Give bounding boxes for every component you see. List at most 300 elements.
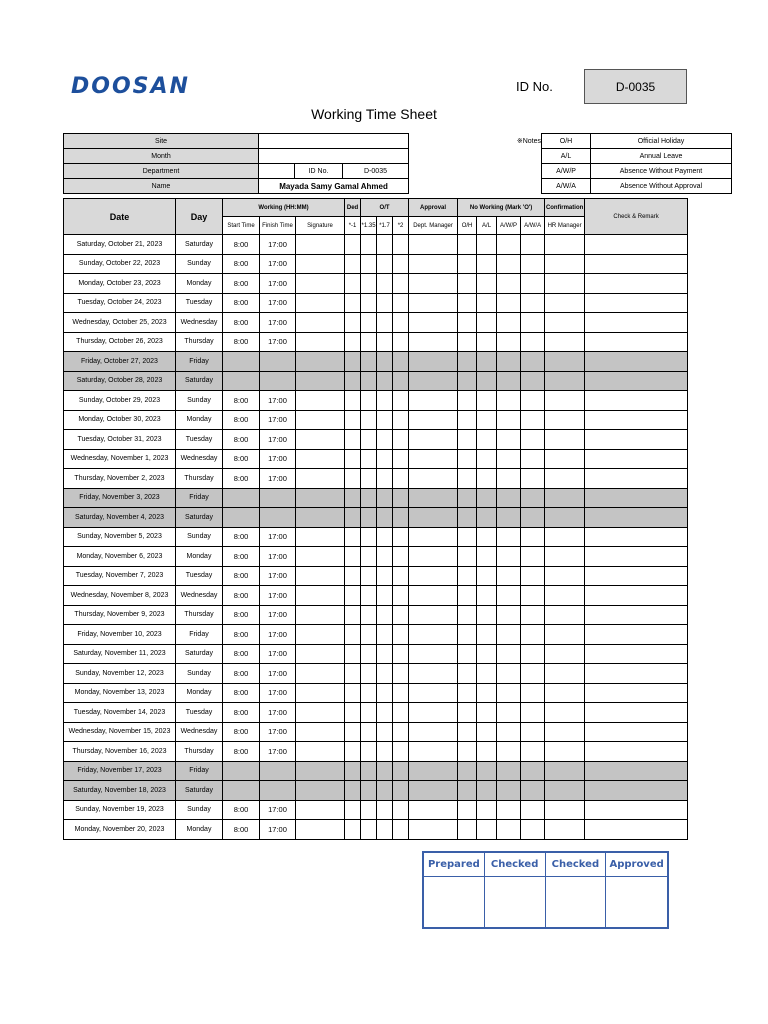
ot-17-cell[interactable] [377,664,393,684]
signature-cell[interactable] [296,293,345,313]
finish-time-cell[interactable]: 17:00 [260,703,296,723]
al-mark-cell[interactable] [477,293,497,313]
start-time-cell[interactable] [223,488,260,508]
dept-manager-cell[interactable] [409,644,458,664]
finish-time-cell[interactable]: 17:00 [260,800,296,820]
dept-manager-cell[interactable] [409,722,458,742]
remark-cell[interactable] [585,488,688,508]
ot-135-cell[interactable] [361,644,377,664]
oh-mark-cell[interactable] [458,605,477,625]
signature-cell[interactable] [296,547,345,567]
al-mark-cell[interactable] [477,566,497,586]
al-mark-cell[interactable] [477,644,497,664]
oh-mark-cell[interactable] [458,566,477,586]
ot-135-cell[interactable] [361,527,377,547]
ded-cell[interactable] [345,703,361,723]
ot-2-cell[interactable] [393,761,409,781]
oh-mark-cell[interactable] [458,469,477,489]
finish-time-cell[interactable]: 17:00 [260,430,296,450]
start-time-cell[interactable] [223,508,260,528]
hr-manager-cell[interactable] [545,313,585,333]
awa-mark-cell[interactable] [521,586,545,606]
awp-mark-cell[interactable] [497,488,521,508]
al-mark-cell[interactable] [477,547,497,567]
ot-135-cell[interactable] [361,664,377,684]
awp-mark-cell[interactable] [497,430,521,450]
ot-135-cell[interactable] [361,586,377,606]
dept-manager-cell[interactable] [409,449,458,469]
dept-manager-cell[interactable] [409,527,458,547]
hr-manager-cell[interactable] [545,664,585,684]
signature-cell[interactable] [296,625,345,645]
signature-cell[interactable] [296,683,345,703]
remark-cell[interactable] [585,586,688,606]
awp-mark-cell[interactable] [497,235,521,255]
oh-mark-cell[interactable] [458,742,477,762]
hr-manager-cell[interactable] [545,488,585,508]
al-mark-cell[interactable] [477,371,497,391]
awp-mark-cell[interactable] [497,683,521,703]
al-mark-cell[interactable] [477,469,497,489]
dept-manager-cell[interactable] [409,742,458,762]
oh-mark-cell[interactable] [458,449,477,469]
awp-mark-cell[interactable] [497,586,521,606]
oh-mark-cell[interactable] [458,547,477,567]
start-time-cell[interactable]: 8:00 [223,742,260,762]
ot-17-cell[interactable] [377,391,393,411]
ded-cell[interactable] [345,391,361,411]
remark-cell[interactable] [585,254,688,274]
remark-cell[interactable] [585,527,688,547]
hr-manager-cell[interactable] [545,761,585,781]
dept-manager-cell[interactable] [409,508,458,528]
oh-mark-cell[interactable] [458,722,477,742]
al-mark-cell[interactable] [477,332,497,352]
al-mark-cell[interactable] [477,605,497,625]
awa-mark-cell[interactable] [521,332,545,352]
dept-manager-cell[interactable] [409,781,458,801]
ot-135-cell[interactable] [361,508,377,528]
ot-2-cell[interactable] [393,332,409,352]
remark-cell[interactable] [585,605,688,625]
ded-cell[interactable] [345,508,361,528]
al-mark-cell[interactable] [477,683,497,703]
signature-cell[interactable] [296,527,345,547]
ot-17-cell[interactable] [377,235,393,255]
ot-17-cell[interactable] [377,644,393,664]
al-mark-cell[interactable] [477,313,497,333]
awp-mark-cell[interactable] [497,644,521,664]
awa-mark-cell[interactable] [521,274,545,294]
signature-cell[interactable] [296,430,345,450]
ot-135-cell[interactable] [361,293,377,313]
ded-cell[interactable] [345,430,361,450]
al-mark-cell[interactable] [477,254,497,274]
remark-cell[interactable] [585,683,688,703]
ot-17-cell[interactable] [377,254,393,274]
awp-mark-cell[interactable] [497,800,521,820]
ot-2-cell[interactable] [393,469,409,489]
remark-cell[interactable] [585,820,688,840]
oh-mark-cell[interactable] [458,761,477,781]
finish-time-cell[interactable]: 17:00 [260,254,296,274]
dept-manager-cell[interactable] [409,664,458,684]
finish-time-cell[interactable]: 17:00 [260,410,296,430]
hr-manager-cell[interactable] [545,391,585,411]
start-time-cell[interactable]: 8:00 [223,683,260,703]
awp-mark-cell[interactable] [497,625,521,645]
ot-135-cell[interactable] [361,274,377,294]
ot-135-cell[interactable] [361,235,377,255]
ot-17-cell[interactable] [377,722,393,742]
hr-manager-cell[interactable] [545,605,585,625]
signature-cell[interactable] [296,781,345,801]
oh-mark-cell[interactable] [458,352,477,372]
ot-17-cell[interactable] [377,761,393,781]
al-mark-cell[interactable] [477,625,497,645]
hr-manager-cell[interactable] [545,430,585,450]
dept-manager-cell[interactable] [409,683,458,703]
ot-17-cell[interactable] [377,371,393,391]
ded-cell[interactable] [345,586,361,606]
dept-manager-cell[interactable] [409,371,458,391]
dept-manager-cell[interactable] [409,586,458,606]
al-mark-cell[interactable] [477,781,497,801]
ot-135-cell[interactable] [361,566,377,586]
ded-cell[interactable] [345,527,361,547]
ded-cell[interactable] [345,235,361,255]
remark-cell[interactable] [585,371,688,391]
ot-135-cell[interactable] [361,800,377,820]
hr-manager-cell[interactable] [545,254,585,274]
ot-17-cell[interactable] [377,547,393,567]
ot-2-cell[interactable] [393,235,409,255]
hr-manager-cell[interactable] [545,352,585,372]
ot-135-cell[interactable] [361,722,377,742]
month-field[interactable] [259,149,409,164]
ot-2-cell[interactable] [393,625,409,645]
awp-mark-cell[interactable] [497,664,521,684]
ot-135-cell[interactable] [361,391,377,411]
hr-manager-cell[interactable] [545,449,585,469]
al-mark-cell[interactable] [477,703,497,723]
oh-mark-cell[interactable] [458,488,477,508]
signature-cell[interactable] [296,391,345,411]
start-time-cell[interactable]: 8:00 [223,430,260,450]
al-mark-cell[interactable] [477,352,497,372]
remark-cell[interactable] [585,332,688,352]
signature-cell[interactable] [296,644,345,664]
finish-time-cell[interactable] [260,781,296,801]
dept-manager-cell[interactable] [409,488,458,508]
ot-17-cell[interactable] [377,488,393,508]
ded-cell[interactable] [345,410,361,430]
awp-mark-cell[interactable] [497,293,521,313]
start-time-cell[interactable]: 8:00 [223,469,260,489]
hr-manager-cell[interactable] [545,703,585,723]
oh-mark-cell[interactable] [458,586,477,606]
oh-mark-cell[interactable] [458,332,477,352]
awa-mark-cell[interactable] [521,449,545,469]
awp-mark-cell[interactable] [497,781,521,801]
signature-cell[interactable] [296,800,345,820]
ot-135-cell[interactable] [361,469,377,489]
ded-cell[interactable] [345,547,361,567]
ot-135-cell[interactable] [361,449,377,469]
finish-time-cell[interactable]: 17:00 [260,547,296,567]
awa-mark-cell[interactable] [521,352,545,372]
start-time-cell[interactable]: 8:00 [223,235,260,255]
remark-cell[interactable] [585,508,688,528]
dept-manager-cell[interactable] [409,332,458,352]
hr-manager-cell[interactable] [545,371,585,391]
ded-cell[interactable] [345,664,361,684]
stamp-checked-box[interactable] [485,877,546,927]
remark-cell[interactable] [585,703,688,723]
ot-2-cell[interactable] [393,527,409,547]
hr-manager-cell[interactable] [545,742,585,762]
dept-manager-cell[interactable] [409,761,458,781]
al-mark-cell[interactable] [477,410,497,430]
ot-17-cell[interactable] [377,449,393,469]
start-time-cell[interactable]: 8:00 [223,703,260,723]
ded-cell[interactable] [345,352,361,372]
start-time-cell[interactable] [223,781,260,801]
signature-cell[interactable] [296,508,345,528]
awa-mark-cell[interactable] [521,410,545,430]
awa-mark-cell[interactable] [521,722,545,742]
signature-cell[interactable] [296,820,345,840]
hr-manager-cell[interactable] [545,508,585,528]
finish-time-cell[interactable]: 17:00 [260,449,296,469]
signature-cell[interactable] [296,313,345,333]
ot-17-cell[interactable] [377,527,393,547]
ot-17-cell[interactable] [377,410,393,430]
ot-17-cell[interactable] [377,800,393,820]
remark-cell[interactable] [585,644,688,664]
ded-cell[interactable] [345,800,361,820]
hr-manager-cell[interactable] [545,820,585,840]
finish-time-cell[interactable]: 17:00 [260,644,296,664]
oh-mark-cell[interactable] [458,293,477,313]
awa-mark-cell[interactable] [521,527,545,547]
oh-mark-cell[interactable] [458,508,477,528]
ot-135-cell[interactable] [361,371,377,391]
awp-mark-cell[interactable] [497,332,521,352]
start-time-cell[interactable]: 8:00 [223,547,260,567]
ot-2-cell[interactable] [393,508,409,528]
start-time-cell[interactable]: 8:00 [223,332,260,352]
finish-time-cell[interactable]: 17:00 [260,586,296,606]
ded-cell[interactable] [345,761,361,781]
hr-manager-cell[interactable] [545,547,585,567]
finish-time-cell[interactable]: 17:00 [260,664,296,684]
hr-manager-cell[interactable] [545,293,585,313]
al-mark-cell[interactable] [477,527,497,547]
oh-mark-cell[interactable] [458,254,477,274]
ot-17-cell[interactable] [377,274,393,294]
start-time-cell[interactable]: 8:00 [223,410,260,430]
awp-mark-cell[interactable] [497,605,521,625]
oh-mark-cell[interactable] [458,800,477,820]
ot-17-cell[interactable] [377,508,393,528]
ded-cell[interactable] [345,332,361,352]
ded-cell[interactable] [345,644,361,664]
dept-manager-cell[interactable] [409,625,458,645]
dept-manager-cell[interactable] [409,313,458,333]
al-mark-cell[interactable] [477,274,497,294]
ot-17-cell[interactable] [377,352,393,372]
remark-cell[interactable] [585,274,688,294]
ot-2-cell[interactable] [393,313,409,333]
al-mark-cell[interactable] [477,488,497,508]
ded-cell[interactable] [345,722,361,742]
signature-cell[interactable] [296,664,345,684]
finish-time-cell[interactable]: 17:00 [260,313,296,333]
ot-135-cell[interactable] [361,820,377,840]
ot-17-cell[interactable] [377,781,393,801]
remark-cell[interactable] [585,742,688,762]
awp-mark-cell[interactable] [497,391,521,411]
remark-cell[interactable] [585,625,688,645]
signature-cell[interactable] [296,332,345,352]
ot-17-cell[interactable] [377,703,393,723]
awp-mark-cell[interactable] [497,742,521,762]
ot-135-cell[interactable] [361,781,377,801]
start-time-cell[interactable]: 8:00 [223,313,260,333]
ot-2-cell[interactable] [393,547,409,567]
ded-cell[interactable] [345,313,361,333]
start-time-cell[interactable]: 8:00 [223,274,260,294]
finish-time-cell[interactable] [260,352,296,372]
ded-cell[interactable] [345,254,361,274]
ot-135-cell[interactable] [361,332,377,352]
oh-mark-cell[interactable] [458,820,477,840]
signature-cell[interactable] [296,274,345,294]
ot-17-cell[interactable] [377,820,393,840]
remark-cell[interactable] [585,722,688,742]
ot-17-cell[interactable] [377,293,393,313]
finish-time-cell[interactable]: 17:00 [260,566,296,586]
al-mark-cell[interactable] [477,761,497,781]
awa-mark-cell[interactable] [521,761,545,781]
ot-2-cell[interactable] [393,605,409,625]
signature-cell[interactable] [296,586,345,606]
oh-mark-cell[interactable] [458,235,477,255]
ot-17-cell[interactable] [377,625,393,645]
ot-2-cell[interactable] [393,410,409,430]
ot-2-cell[interactable] [393,703,409,723]
al-mark-cell[interactable] [477,664,497,684]
finish-time-cell[interactable]: 17:00 [260,722,296,742]
ot-135-cell[interactable] [361,410,377,430]
finish-time-cell[interactable]: 17:00 [260,683,296,703]
awa-mark-cell[interactable] [521,313,545,333]
signature-cell[interactable] [296,605,345,625]
start-time-cell[interactable]: 8:00 [223,586,260,606]
stamp-checked-box[interactable] [546,877,607,927]
finish-time-cell[interactable] [260,761,296,781]
oh-mark-cell[interactable] [458,781,477,801]
signature-cell[interactable] [296,761,345,781]
oh-mark-cell[interactable] [458,391,477,411]
dept-manager-cell[interactable] [409,293,458,313]
awa-mark-cell[interactable] [521,683,545,703]
awa-mark-cell[interactable] [521,703,545,723]
signature-cell[interactable] [296,488,345,508]
signature-cell[interactable] [296,742,345,762]
ded-cell[interactable] [345,371,361,391]
start-time-cell[interactable]: 8:00 [223,527,260,547]
awp-mark-cell[interactable] [497,274,521,294]
signature-cell[interactable] [296,703,345,723]
awp-mark-cell[interactable] [497,313,521,333]
remark-cell[interactable] [585,547,688,567]
ot-17-cell[interactable] [377,430,393,450]
oh-mark-cell[interactable] [458,410,477,430]
oh-mark-cell[interactable] [458,664,477,684]
ot-2-cell[interactable] [393,352,409,372]
signature-cell[interactable] [296,254,345,274]
al-mark-cell[interactable] [477,742,497,762]
finish-time-cell[interactable]: 17:00 [260,293,296,313]
awa-mark-cell[interactable] [521,644,545,664]
finish-time-cell[interactable] [260,508,296,528]
stamp-approved-box[interactable] [606,877,667,927]
remark-cell[interactable] [585,391,688,411]
ot-17-cell[interactable] [377,332,393,352]
al-mark-cell[interactable] [477,508,497,528]
ded-cell[interactable] [345,449,361,469]
al-mark-cell[interactable] [477,391,497,411]
oh-mark-cell[interactable] [458,371,477,391]
al-mark-cell[interactable] [477,235,497,255]
hr-manager-cell[interactable] [545,781,585,801]
awa-mark-cell[interactable] [521,605,545,625]
ot-2-cell[interactable] [393,644,409,664]
signature-cell[interactable] [296,352,345,372]
start-time-cell[interactable] [223,352,260,372]
awp-mark-cell[interactable] [497,566,521,586]
awp-mark-cell[interactable] [497,508,521,528]
ot-135-cell[interactable] [361,625,377,645]
ot-135-cell[interactable] [361,430,377,450]
awa-mark-cell[interactable] [521,742,545,762]
hr-manager-cell[interactable] [545,722,585,742]
ot-135-cell[interactable] [361,605,377,625]
dept-manager-cell[interactable] [409,410,458,430]
signature-cell[interactable] [296,566,345,586]
ot-135-cell[interactable] [361,683,377,703]
start-time-cell[interactable]: 8:00 [223,800,260,820]
start-time-cell[interactable]: 8:00 [223,254,260,274]
remark-cell[interactable] [585,469,688,489]
finish-time-cell[interactable]: 17:00 [260,820,296,840]
ot-2-cell[interactable] [393,586,409,606]
start-time-cell[interactable]: 8:00 [223,449,260,469]
awa-mark-cell[interactable] [521,508,545,528]
ot-135-cell[interactable] [361,547,377,567]
oh-mark-cell[interactable] [458,430,477,450]
signature-cell[interactable] [296,722,345,742]
dept-manager-cell[interactable] [409,274,458,294]
signature-cell[interactable] [296,371,345,391]
ot-2-cell[interactable] [393,781,409,801]
dept-manager-cell[interactable] [409,254,458,274]
ot-17-cell[interactable] [377,313,393,333]
ot-135-cell[interactable] [361,703,377,723]
oh-mark-cell[interactable] [458,683,477,703]
